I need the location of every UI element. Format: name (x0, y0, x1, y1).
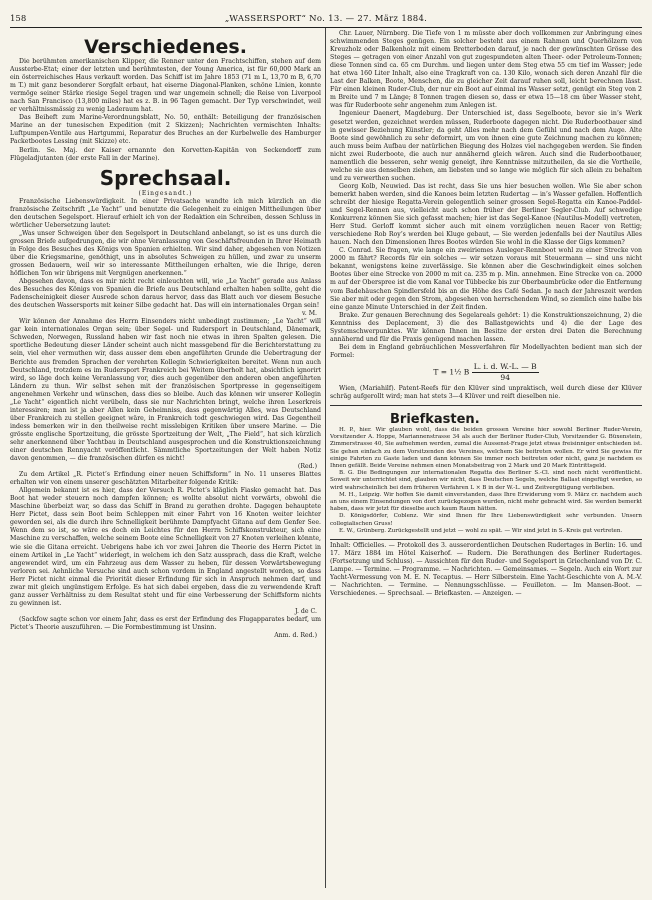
divider (330, 539, 642, 540)
briefkasten-item-5: E. W., Grünberg. Zurückgestellt und jetzt — wohl zu spät. — Wir sind jetzt in S.-Kreis gut vertreten. (339, 527, 623, 534)
sprechsaal-signature-4: Anm. d. Red.) (274, 632, 317, 639)
briefkasten-item-3: M. H., Leipzig. Wir hoffen Sie damit einverstanden, dass Ihre Erwiderung vom 9. März cr. nachdem auch an uns einem Einsendungen von dort zurückgezogen wurden, nicht mehr gebracht wird. Sie werden bemerkt haben, dass wir jetzt für dieselbe auch kaum Raum hätten. (330, 491, 642, 513)
column-divider (325, 28, 326, 888)
answer-brake: Brake. Zur genauen Berechnung des Segelareals gehört: 1) die Konstruktionszeichnung, 2) die Kenntniss des Deplacement, 3) die des Ballastgewichts und 4) die der Lage des Systemschwerpunktes. Wir können Ihnen im Besitze der ersten drei Daten die Berechnung annähernd und für die Praxis genügend machen lassen. (330, 311, 642, 343)
briefkasten-item-2: B. G. Die Bedingungen zur internationalen Regatta des Berliner S.-Cl. sind noch nicht veröffentlicht. Soweit wir unterrichtet sind, glauben wir nicht, dass Deutschen Segeln, welche Ballast eingefügt werden, so wird wahrscheinlich bei dem früheren Verfahren L × B in der W.-L. und Zeitvergütigung verblieben. (330, 470, 642, 491)
formula (330, 362, 642, 383)
answer-wien: Wien, (Mariahilf). Patent-Reefs für den Klüver sind unpraktisch, weil durch diese der Klüver schräg aufgerollt wird; man hat stets 3—4 Klüver und reift dieselben nie. (330, 384, 642, 400)
formula-denominator: 94 (500, 372, 510, 382)
page-number: 158 (10, 14, 27, 24)
formula-lhs: T = 1½ B (433, 367, 470, 377)
sprechsaal-title: Sprechsaal. (99, 165, 232, 190)
verschiedenes-title: Verschiedenes. (84, 36, 247, 58)
sprechsaal-subtitle: (Eingesandt.) (138, 189, 193, 197)
answer-england: Bei dem in England gebräuchlichen Messverfahren für Modellyachten bedient man sich der Formel: (330, 343, 642, 359)
right-column (330, 30, 642, 898)
answer-kolb: Georg Kolb, Neuwied. Das ist recht, dass Sie uns hier besuchen wollen. Wie Sie aber schon bemerkt haben werden, sind die Kanoes beim letzten Rudertag — in’s Wasser gefallen. Hoffentlich schreibt der hiesige Regatta-Verein gelegentlich seiner grossen Segel-Regatta ein Kanoe-Paddel- und Segel-Rennen aus, vielleicht auch schon früher der Berliner Segler-Club. Auf schwedige Konkurrenz können Sie sich gefasst machen; hier ist das Segel-Kanoe (Nautilus-Modell) vertreten, Herr Stud. Gerloff kommt sicher auch mit einem vorzüglichen neuen Racer von Rettig; verschiedene Rob Roy’s werden bei Kluge gebaut, — Sie werden jedenfalls bei der Nautilus Alles hauen. Nach den Dimensionen Ihres Bootes würden Sie wohl in die Klasse der Gigs kommen? (330, 182, 642, 247)
briefkasten-body (330, 427, 642, 535)
page-header (10, 13, 642, 25)
sprechsaal-para-6: Allgemein bekannt ist es hier, dass der Versuch R. Pictet’s kläglich Fiasko gemacht hat. Das Boot hat weder steuern noch dampfen können; es wollte absolut nicht vorwärts, obwohl die Maschine überbeizt war, so dass das Schiff in Brand zu gerathen drohte. Dagegen behauptete Herr Pictet, dass sein Boot beim Schleppen mit einer Fahrt von 16 Knoten weiter leichter geworden sei, als die durch ihre Schnelligkeit berühmte Dampfyacht Gitana auf dem Genfer See. Wenn dem so ist, so wäre es doch ein Leichtes für den Herrn Schiffskonstrukteur, sich eine Maschine zu verschaffen, welche seinem Boote eine Schnelligkeit von 27 Knoten verleihen könnte, wie sie die Gitana erreicht. Uebrigens habe ich vor zwei Jahren die Theorie des Herrn Pictet in einem Artikel in „Le Yacht“ widerlegt, in welchem ich den Satz aussprach, dass die Kraft, welche angewendet wird, um ein Fahrzeug aus dem Wasser zu heben, für dessen Vorwärtsbewegung verloren sei. Aehnliche Versuche sind auch schon vordem in England angestellt worden, so dass Herr Pictet nicht einmal die Priorität dieser Erfindung für sich in Anspruch nehmen darf, und zwar mit gleich ungünstigem Erfolge. Es hat sich dabei ergeben, dass die zu verwendende Kraft ganz ausser Verhältniss zu dem Resultat steht und für eine Verbesserung der Schiffsform nichts zu gewinnen ist. (10, 487, 321, 607)
answer-conrad: C. Conrad. Sie fragen, wie lange ein zweiriemes Ausleger-Rennboot wohl zu einer Strecke von 2000 m fährt? Records für ein solches — wir setzen voraus mit Steuermann — sind uns nicht bekannt, wenigstens keine zuverlässige. Sie können aber die Geschwindigkeit eines solchen Bootes über eine Strecke von 2000 m mit ca. 235 m p. Min. annehmen. Eine Strecke von ca. 2000 m auf der Oberspree ist die vom Kanal vor Tübbecke bis zur Oberbaumbrücke oder die Entfernung vom Badehäuschen Spindlersfeld bis an die Höhe des Café Sedan. Je nach der Jahreszeit werden Sie aber mit oder gegen den Strom, abgesehen von herrschendem Wind, so ziemlich eine halbe bis eine ganze Minute Unterschied in der Zeit finden. (330, 247, 642, 311)
sprechsaal-signature-1: v. M. (302, 310, 317, 318)
table-of-contents: Inhalt: Officielles. — Protokoll des 3. ausserordentlichen Deutschen Rudertages in Berlin: 16. und 17. März 1884 im Hôtel Kaiserhof. — Rudern. Die Berathungen des Berliner Rudertages. (Fortsetzung und Schluss). — Aussichten für den Ruder- und Segelsport in Griechenland von Dr. C. Lampe. — Termine. — Programme. — Nachrichten. — Gemeinsames. — Segeln. Auch ein Wort zur Yacht-Vermessung von M. E. N. Tecaptus. — Herr Silberstein. Eine Yacht-Geschichte von A. M.-V. — Nachrichten. — Termine. — Nennungsschlüsse. — Feuilleton. — Im Mansen-Boot. — Verschiedenes. — Sprechsaal. — Briefkasten. — Anzeigen. — (330, 542, 642, 598)
answer-lauer: Chr. Lauer, Nürnberg. Die Tiefe von 1 m müsste aber doch vollkommen zur Anbringung eines schwimmenden Steges genügen. Ein solcher besteht aus einem Rahmen und Querhölzern von Kreuzholz oder Balkenholz mit einem Bretterboden darauf, je nach der gewünschten Grösse des Steges — getragen von einer Anzahl von gut zugespundeten alten Theer- oder Petroleum-Tonnen; diese Tonnen sind ca. 65 cm Durchm. und liegen unter dem Steg etwa 55 cm tief im Wasser; jede hat etwa 160 Liter Inhalt, also eine Tragkraft von ca. 130 Kilo, wonach sich deren Anzahl für die Last der Balken, Boote, Menschen, die zu gleicher Zeit darauf ruhen soll, leicht berechnen lässt. Für einen kleinen Ruder-Club, der nur ein Boot auf einmal ins Wasser setzt, genügt ein Steg von 2 m Breite und 7 m Länge; 8 Tonnen tragen diesen so, dass er etwa 15—18 cm über Wasser steht, was für Ruderboote sehr angenehm zum Anlegen ist. (330, 30, 642, 110)
formula-fraction (472, 362, 539, 383)
briefkasten-item-1: H. P., hier. Wir glauben wohl, dass die beiden grossen Vereine hier sowohl Berliner Ruder-Verein, Vorsitzender A. Hoppe, Mariannenstrasse 34 als auch der Berliner Ruder-Club, Vorsitzender G. Büxenstein, Zimmerstrasse 40, Sie aufnehmen werden, zumal die Aussenst-Frage jetzt etwas freisinniger entschieden ist. Sie gehen einfach zu dem Vorsitzenden des Vereines, welchem Sie beitreten wollen. Er wird Sie gewiss für einige Fahrten zu Gaste laden und dann können Sie immer noch beitreten oder nicht, ganz je nachdem es Ihnen gefällt. Beide Vereine nehmen einen Monatsbeitrag von 2 Mark und 20 Mark Eintrittsgeld. (330, 427, 642, 470)
running-title: „WASSERSPORT“ No. 13. — 27. März 1884. (224, 14, 428, 24)
briefkasten-title: Briefkasten. (390, 412, 480, 428)
verschiedenes-item-2: Das Beiheft zum Marine-Verordnungsblatt, No. 50, enthält: Beteiligung der französischen Marine an der tunesischen Expedition (mit 2 Skizzen); Nachrichten vermischten Inhalts: Luftpumpen-Ventile aus Hartgummi, Reparatur des Bruches an der Kurbelwelle des Hamburger Packetbootes Lessing (mit Skizze) etc. (10, 114, 321, 146)
sprechsaal-para-7: (Sackfow sagte schon vor einem Jahr, dass es erst der Erfindung des Flugapparates bedarf, um Pictet’s Theorie auszuführen. — Die Formbestimmung ist Unsinn. (10, 615, 321, 631)
verschiedenes-item-1: Die berühmten amerikanischen Klipper, die Renner unter den Frachtschiffen, stehen auf dem Aussterbe-Etat; einer der letzten und berühmtesten, der Young America, ist für 60,000 Mark an ein österreichisches Haus verkauft worden. Das Schiff ist im Jahre 1853 (71 m L, 13,70 m B, 6,70 m T.) mit ganz besonderer Sorgfalt erbaut, hat eiserne Diagonal-Planken, schöne Linien, konnte vermöge seiner Stärke riesige Segel tragen und war ungemein schnell; die Reise von Liverpool nach San Francisco (13,800 miles) hat es z. B. in 96 Tagen gemacht. Der Typ verschwindet, weil er verhältnissmässig zu wenig Laderaum hat. (10, 58, 321, 114)
answer-daenert: Ingenieur Daenert, Magdeburg. Der Unterschied ist, dass Segelboote, bevor sie in’s Werk gesetzt werden, gezeichnet werden müssen, Ruderboote dagegen nicht. Die Ruderbootbauer sind in gewisser Beziehung Künstler; da geht Alles mehr nach dem Gefühl und nach dem Auge. Alte Boote sind gewöhnlich zu sehr deformirt, um von ihnen eine gute Zeichnung machen zu können; auch muss beim Aufbau der natürlichen Biegung des Holzes viel nachgegeben werden. Sie finden nicht zwei Ruderboote, die auch nur annähernd gleich wären. Auch sind die Ruderbootbauer, namentlich die besseren, sehr wenig geneigt, ihre Kenntnisse mitzutheilen, da sie die Vortheile, welche sie aus denselben ziehen, am liebsten und so lange wie möglich für sich allein zu behalten und zu verwerthen suchen. (330, 110, 642, 182)
sprechsaal-para-1: Französische Liebenswürdigkeit. In einer Privatsache wandte ich mich kürzlich an die französische Zeitschrift „Le Yacht“ und benutzte die Gelegenheit zu einigen Mittheilungen über den deutschen Segelsport. Hierauf erhielt ich von der Redaktion ein Schreiben, dessen Schluss in wörtlicher Uebersetzung lautet: (10, 197, 321, 229)
sprechsaal-para-3: Abgesehen davon, dass es mir nicht recht einleuchten will, wie „Le Yacht“ gerade aus Anlass des Besuches des Königs von Spanien die Briefe aus Deutschland erhalten haben sollte, geht die Fadenscheinigkeit dieser Ausrede schon daraus hervor, dass das Blatt auch vor diesem Besuche des deutschen Wassersports mit keiner Silbe gedacht hat. Das will ein internationales Organ sein! (10, 278, 321, 310)
verschiedenes-item-3: Berlin. Se. Maj. der Kaiser ernannte den Korvetten-Kapitän von Seckendorff zum Flügeladjutanten (der erste Fall in der Marine). (10, 146, 321, 162)
divider (330, 405, 642, 406)
sprechsaal-signature-2: (Red.) (297, 463, 317, 471)
formula-numerator: L. i. d. W.-L. — B (473, 361, 537, 371)
left-column (10, 30, 321, 880)
briefkasten-item-4: D. Königsdörfer, Coblenz. Wir sind Ihnen für Ihre Liebenswürdigkeit sehr verbunden. Unsern collegialischen Gruss! (330, 513, 642, 527)
sprechsaal-signature-3: J. de C. (294, 607, 317, 615)
sprechsaal-para-2: „Was unser Schweigen über den Segelsport in Deutschland anbelangt, so ist es uns durch die grossen Briefe aufgedrungen, die wir ohne Veranlassung von Geschäftsfreunden in Ihrer Heimath in Folge des Besuches des Königs von Spanien erhielten. Wir sind daher, abgesehen von Notizen über die Kriegsmarine, genöthigt, uns in absolutes Schweigen zu hüllen, und zwar zu unserm grossen Bedauern, weil wir so interessante Mittheilungen erhalten, wie die Ihrige, deren höflichen Ton wir übrigens mit Vergnügen anerkennen.“ (10, 229, 321, 278)
sprechsaal-para-4: Wir können der Annahme des Herrn Einsenders nicht unbedingt zustimmen; „Le Yacht“ will gar kein internationales Organ sein; über Segel- und Rudersport in Deutschland, Dänemark, Schweden, Norwegen, Russland haben wir fast noch nie etwas in ihren Spalten gelesen. Die sportliche Bedeutung dieser Länder scheint auch nicht massgebend für die Berichterstattung zu sein, viel eher vermuthen wir, dass ausser dem eben angeführten Grunde die Uebertragung der Berichte aus fremden Sprachen der verehrten Kollegin Schwierigkeiten bereitet. Wenn nun auch Deutschland, trotzdem es im Rudersport Frankreich bei Weitem überholt hat, absichtlich ignorirt wird, so läge doch keine Veranlassung vor, dies auch gegenüber den anderen oben angeführten Ländern zu thun. Wir selbst sehen mit der französischen Sportpresse in gegenseitigem angenehmen Verkehr und wünschen, dass dies so bleibe. Auch das können wir unserer Kollegin „Le Yacht“ eigentlich nicht verübeln, dass sie nur Nachrichten bringt, welche ihren Leserkreis interessiren; man ist ja aber Allen kein Geheimniss, dass gegenwärtig Alles, was Deutschland über Frankreich zu stellen geeignet wäre, in Frankreich todt geschwiegen wird. Das Gegentheil indess bemerken wir in den theilweise recht misslebigen Kritiken über unsere Marine. — Die grösste englische Sportzeitung, die grösste Sportzeitung der Welt, „The Field“, hat sich kürzlich sehr anerkennend über Yachtbau in Deutschland ausgesprochen und die Konstruktionszeichnung einer deutschen Rennyacht veröffentlicht. Sämmtliche Sportzeitungen der Welt haben Notiz davon genommen, — die französischen dürfen es nicht! (10, 318, 321, 463)
sprechsaal-para-5: Zu dem Artikel „R. Pictet’s Erfindung einer neuen Schiffsform“ in No. 11 unseres Blattes erhalten wir von einem unserer geschätzten Mitarbeiter folgende Kritik: (10, 471, 321, 487)
header-rule (10, 27, 642, 28)
